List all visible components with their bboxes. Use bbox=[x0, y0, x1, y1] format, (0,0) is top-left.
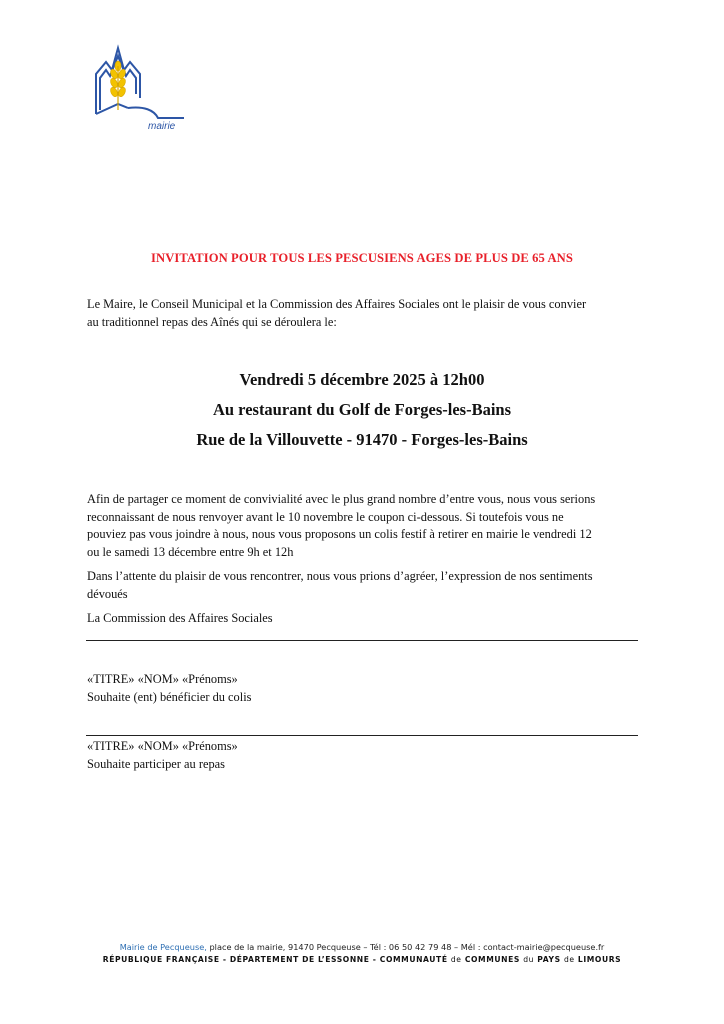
body-line: ou le samedi 13 décembre entre 9h et 12h bbox=[87, 544, 294, 559]
body-line: pouviez pas vous joindre à nous, nous vous proposons un colis festif à retirer en mairie le vendredi 12 bbox=[87, 527, 592, 541]
footer-institution-a: RÉPUBLIQUE FRANÇAISE - DÉPARTEMENT DE L’ESSONNE - COMMUNAUTÉ bbox=[102, 955, 448, 964]
coupon-fields: «TITRE» «NOM» «Prénoms» bbox=[87, 739, 238, 753]
coupon-choice: Souhaite (ent) bénéficier du colis bbox=[87, 689, 252, 704]
coupon-colis bbox=[87, 671, 251, 706]
signature: La Commission des Affaires Sociales bbox=[87, 611, 273, 625]
coupon-fields: «TITRE» «NOM» «Prénoms» bbox=[87, 672, 238, 686]
logo-text: mairie bbox=[148, 121, 176, 132]
closing-line: Dans l’attente du plaisir de vous rencontrer, nous vous prions d’agréer, l’expression de nos sentiments bbox=[87, 569, 593, 583]
event-place: Au restaurant du Golf de Forges-les-Bains bbox=[212, 400, 512, 419]
footer-institution-d: LIMOURS bbox=[577, 955, 622, 964]
event-date: Vendredi 5 décembre 2025 à 12h00 bbox=[239, 370, 485, 389]
intro-line: Le Maire, le Conseil Municipal et la Commission des Affaires Sociales ont le plaisir de vous convier bbox=[87, 297, 587, 311]
footer-du: du bbox=[523, 955, 535, 964]
mairie-logo bbox=[84, 44, 184, 134]
coupon-divider bbox=[86, 640, 638, 641]
body-paragraph bbox=[87, 491, 647, 561]
footer-de1: de bbox=[450, 955, 462, 964]
footer-de2: de bbox=[563, 955, 575, 964]
footer-contact: place de la mairie, 91470 Pecqueuse – Tél : 06 50 42 79 48 – Mél : contact-mairie@pecqueuse.fr bbox=[209, 942, 605, 952]
footer-institution-line bbox=[0, 955, 724, 964]
footer-institution-b: COMMUNES bbox=[464, 955, 520, 964]
footer-contact-line bbox=[0, 942, 724, 952]
coupon-choice: Souhaite participer au repas bbox=[87, 756, 225, 771]
intro-paragraph bbox=[87, 296, 647, 331]
footer-institution-c: PAYS bbox=[537, 955, 561, 964]
body-line: reconnaissant de nous renvoyer avant le 10 novembre le coupon ci-dessous. Si toutefois vous ne bbox=[87, 509, 564, 524]
event-address: Rue de la Villouvette - 91470 - Forges-les-Bains bbox=[196, 430, 528, 449]
body-line: Afin de partager ce moment de convivialité avec le plus grand nombre d’entre vous, nous vous serions bbox=[87, 492, 596, 506]
footer-town: Mairie de Pecqueuse, bbox=[119, 942, 207, 952]
coupon-divider bbox=[86, 735, 638, 736]
closing-paragraph bbox=[87, 568, 647, 603]
closing-line: dévoués bbox=[87, 586, 128, 601]
invitation-title: INVITATION POUR TOUS LES PESCUSIENS AGES DE PLUS DE 65 ANS bbox=[151, 251, 573, 265]
footer bbox=[0, 942, 724, 964]
coupon-repas bbox=[87, 738, 238, 773]
intro-line: au traditionnel repas des Aînés qui se déroulera le: bbox=[87, 314, 337, 329]
